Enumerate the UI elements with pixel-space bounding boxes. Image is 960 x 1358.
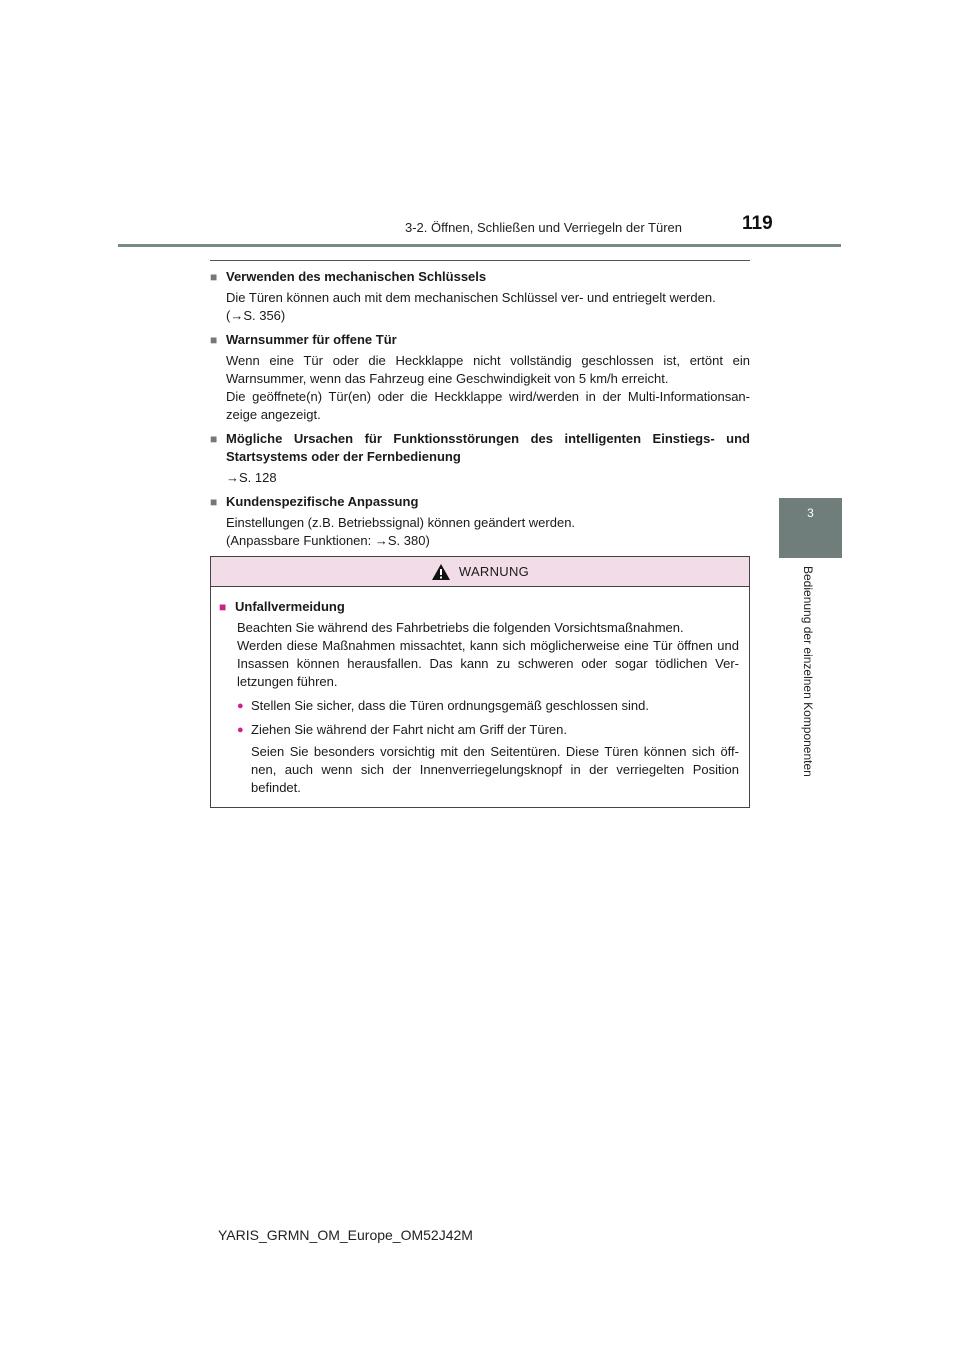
warning-body	[211, 587, 749, 797]
header-rule	[118, 244, 841, 247]
section-body	[210, 289, 750, 325]
page-reference[interactable]: (→S. 356)	[226, 308, 286, 323]
page-reference[interactable]: →S. 128	[226, 470, 277, 485]
section-customization	[210, 493, 750, 550]
warning-bullet-detail: Seien Sie besonders vorsichtig mit den Seitentüren. Diese Türen können sich öff-nen, auch wenn sich der Innenverriegelungsknopf in der verriegelten Position befindet.	[251, 744, 739, 795]
section-body	[210, 469, 750, 487]
section-heading: ■ Kundenspezifische Anpassung	[210, 494, 419, 509]
paragraph: Einstellungen (z.B. Betriebssignal) können geändert werden.	[226, 515, 576, 530]
warning-triangle-icon	[431, 563, 451, 581]
section-heading: ■ Warnsummer für offene Tür	[210, 332, 397, 347]
chapter-side-label: Bedienung der einzelnen Komponenten	[801, 566, 815, 777]
round-bullet-icon: ●	[237, 724, 244, 736]
square-bullet-icon: ■	[219, 600, 227, 614]
section-heading: ■ Mögliche Ursachen für Funktionsstörungen des intelligenten Einstiegs- und Startsystems oder der Fernbedienung	[210, 431, 750, 464]
round-bullet-icon: ●	[237, 700, 244, 712]
chapter-tab	[779, 498, 842, 558]
warning-title: WARNUNG	[458, 564, 530, 579]
warning-bullet: ● Ziehen Sie während der Fahrt nicht am Griff der Türen.	[237, 722, 568, 737]
warning-box	[210, 556, 750, 808]
warning-header	[211, 557, 749, 587]
section-door-buzzer	[210, 331, 750, 424]
warning-bullet: ● Stellen Sie sicher, dass die Türen ordnungsgemäß geschlossen sind.	[237, 698, 649, 713]
square-bullet-icon: ■	[210, 270, 218, 284]
warning-heading: ■ Unfallvermeidung	[219, 599, 345, 614]
paragraph: Die Türen können auch mit dem mechanischen Schlüssel ver- und entriegelt werden.	[226, 290, 716, 305]
paragraph: Die geöffnete(n) Tür(en) oder die Heckklappe wird/werden in der Multi-Informationsan-zeige angezeigt.	[226, 389, 750, 422]
footer-doc-id: YARIS_GRMN_OM_Europe_OM52J42M	[218, 1227, 473, 1243]
warning-intro: Beachten Sie während des Fahrbetriebs die folgenden Vorsichtsmaßnahmen. Werden diese Maßnahmen missachtet, kann sich möglicherweise eine Tür öffnen und Insassen können herausfallen. Das kann zu schweren oder sogar tödlichen Ver-letzungen führen.	[237, 620, 739, 689]
content-top-rule	[210, 260, 750, 261]
section-malfunction-causes	[210, 430, 750, 487]
header-title: 3-2. Öffnen, Schließen und Verriegeln der Türen	[404, 220, 682, 235]
chapter-number: 3	[807, 506, 814, 520]
square-bullet-icon: ■	[210, 432, 218, 446]
section-body	[210, 514, 750, 550]
square-bullet-icon: ■	[210, 333, 218, 347]
paragraph: Wenn eine Tür oder die Heckklappe nicht vollständig geschlossen ist, ertönt ein Warnsummer, wenn das Fahrzeug eine Geschwindigkeit von 5 km/h erreicht.	[226, 353, 750, 386]
section-heading: ■ Verwenden des mechanischen Schlüssels	[210, 269, 487, 284]
section-mechanical-key	[210, 268, 750, 325]
square-bullet-icon: ■	[210, 495, 218, 509]
main-content	[210, 268, 750, 556]
page-number: 119	[742, 213, 773, 234]
section-body	[210, 352, 750, 424]
page-reference[interactable]: (Anpassbare Funktionen: →S. 380)	[226, 533, 430, 548]
